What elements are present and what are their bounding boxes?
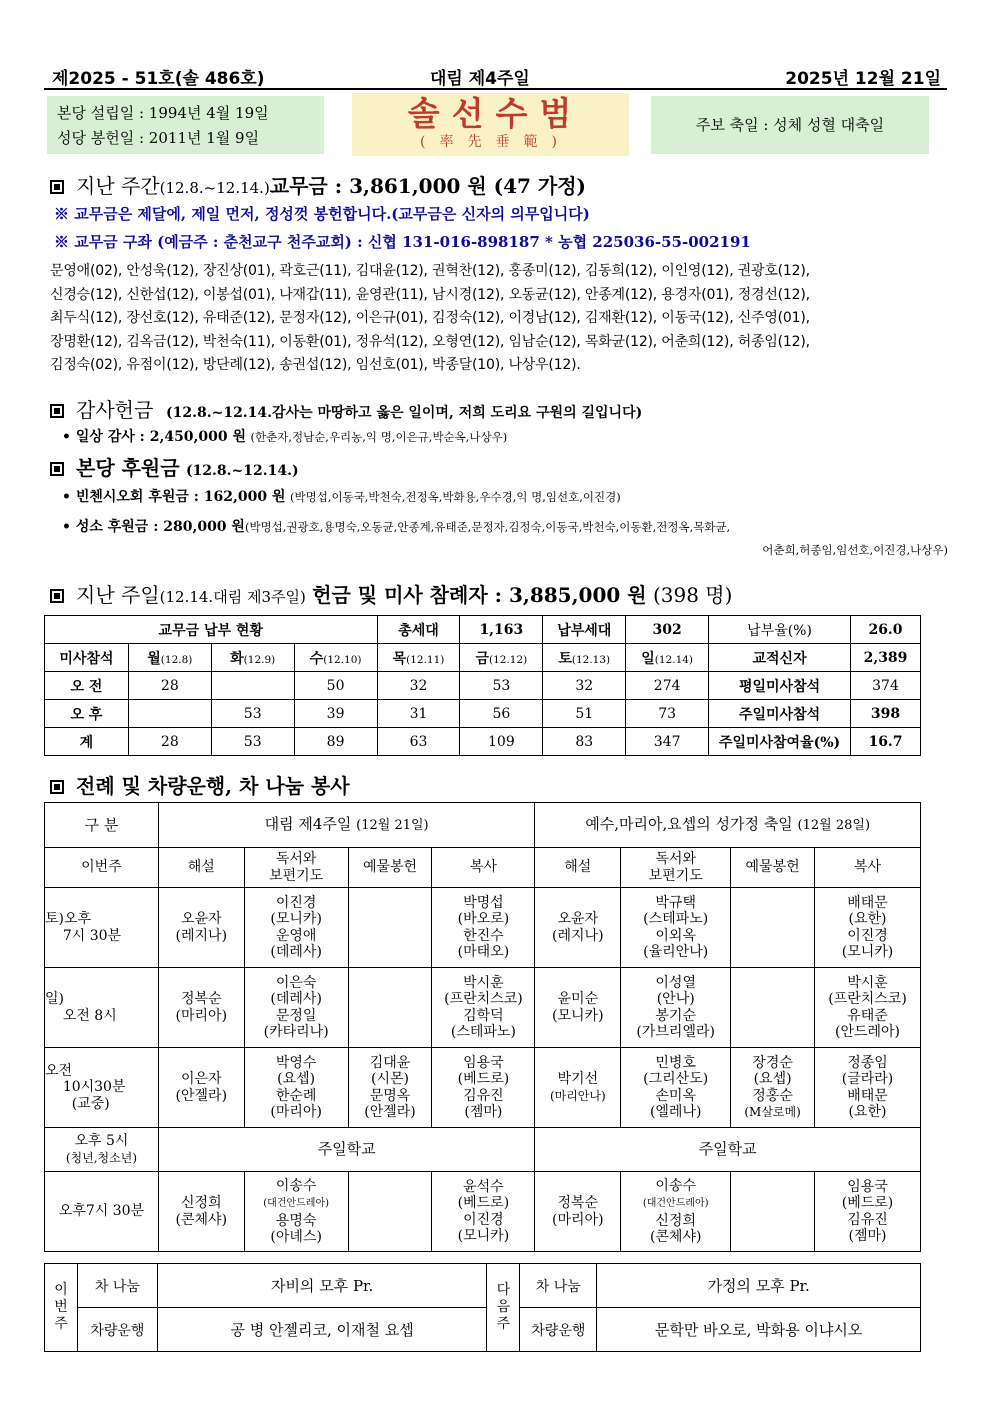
cell: 32 (377, 672, 460, 700)
row-label-am: 오 전 (45, 672, 129, 700)
weekday-mass-value: 374 (851, 672, 921, 700)
section-last-sunday-title: 지난 주일(12.14.대림 제3주일) 헌금 및 미사 참례자 : 3,885,000 원 (398 명) (50, 579, 732, 608)
header-category: 구 분 (45, 803, 159, 848)
section-offering-title: 지난 주간(12.8.~12.14.)교무금 : 3,861,000 원 (47 가정) (50, 170, 586, 199)
cell: 83 (543, 728, 626, 756)
cell: 박영수 (요셉) 한순례 (마리아) (244, 1048, 348, 1128)
cell: 39 (294, 700, 377, 728)
donor-line: 신경승(12), 신한섭(12), 이봉섭(01), 나재갑(11), 윤영관(11), 남시경(12), 오동균(12), 안종계(12), 용경자(01), 정경선(12), (50, 286, 810, 303)
offering-account: ※ 교무금 구좌 (예금주 : 춘천교구 천주교회) : 신협 131-016-898187 * 농협 225036-55-002191 (54, 233, 751, 251)
donor-line: 장명환(12), 김옥금(12), 박천숙(11), 이동환(01), 정유석(12), 오형연(12), 임남순(12), 목화균(12), 어춘희(12), 허종임(12), (50, 333, 810, 350)
cell: 배태문 (요한) 이진경 (모니카) (815, 888, 921, 968)
sunday-mass-label: 주일미사참석 (709, 700, 851, 728)
service-schedule-table (44, 802, 921, 1252)
day-header: 목(12.11) (377, 644, 460, 672)
vocation-support-item: • 성소 후원금 : 280,000 원(박명섭,권광호,용명숙,오동균,안종계,유태준,문정자,김정숙,이동국,박천숙,이동환,전정옥,목화균, (62, 519, 731, 535)
this-week-label: 이 번 주 (45, 1264, 78, 1352)
cell: 박시훈 (프란치스코) 유태준 (안드레아) (815, 968, 921, 1048)
vocation-support-item-cont: 어춘희,허종임,임선호,이진경,나상우) (762, 543, 948, 557)
square-bullet-icon (50, 180, 64, 194)
time-sun-1030: 오전 10시30분 (교중) (45, 1048, 159, 1128)
donor-line: 김정숙(02), 유점이(12), 방단례(12), 송권섭(12), 임선호(01), 박종달(10), 나상우(12). (50, 357, 581, 373)
col-server: 복사 (815, 848, 921, 888)
cell: 윤미순 (모니카) (535, 968, 621, 1048)
car-label: 차량운행 (77, 1308, 157, 1352)
tea-label: 차 나눔 (77, 1264, 157, 1308)
cell: 이송수 (대건안드레아) 용명숙 (아녜스) (244, 1172, 348, 1252)
cell: 장경순 (요셉) 정홍순 (M살로메) (731, 1048, 815, 1128)
cell: 민병호 (그리산도) 손미옥 (엘레나) (621, 1048, 731, 1128)
founding-date: 본당 설립일 : 1994년 4월 19일 (57, 104, 269, 122)
col-commentary: 해설 (158, 848, 244, 888)
cell: 50 (294, 672, 377, 700)
this-week-car: 공 병 안젤리코, 이재철 요셉 (157, 1308, 487, 1352)
next-week-tea: 가정의 모후 Pr. (597, 1264, 921, 1308)
col-offering: 예물봉헌 (348, 848, 432, 888)
attendance-row-label: 미사참석 (45, 644, 129, 672)
donor-names (50, 260, 950, 378)
next-week-label: 다 음 주 (487, 1264, 520, 1352)
cell (128, 700, 211, 728)
section-service-title: 전례 및 차량운행, 차 나눔 봉사 (50, 770, 350, 799)
this-week-tea: 자비의 모후 Pr. (157, 1264, 487, 1308)
cell: 박명섭 (바오로) 한진수 (마태오) (432, 888, 535, 968)
day-header: 토(12.13) (543, 644, 626, 672)
cell (731, 888, 815, 968)
thanks-item: • 일상 감사 : 2,450,000 원 (한춘자,정남순,우리농,익 명,이은규,박순옥,나상우) (62, 429, 508, 445)
cell (731, 1172, 815, 1252)
section-thanks-title: 감사헌금 (12.8.~12.14.감사는 마땅하고 옳은 일이며, 저희 도리요 구원의 길입니다) (50, 394, 642, 423)
tea-and-car-table (44, 1263, 921, 1352)
section-support-title: 본당 후원금 (12.8.~12.14.) (50, 452, 299, 481)
motto-box (352, 93, 629, 156)
cell: 73 (626, 700, 709, 728)
day-header: 일(12.14) (626, 644, 709, 672)
payment-rate-label: 납부율(%) (709, 616, 851, 644)
total-households-label: 총세대 (377, 616, 460, 644)
total-households-value: 1,163 (460, 616, 543, 644)
day-header: 수(12.10) (294, 644, 377, 672)
paid-households-value: 302 (626, 616, 709, 644)
header-week2: 예수,마리아,요셉의 성가정 축일 (12월 28일) (535, 803, 921, 848)
cell: 임용국 (베드로) 김유진 (젬마) (432, 1048, 535, 1128)
sunday-mass-value: 398 (851, 700, 921, 728)
cell: 53 (211, 728, 294, 756)
cell: 51 (543, 700, 626, 728)
cell: 31 (377, 700, 460, 728)
motto-title: 솔선수범 (407, 94, 584, 133)
donor-line: 문영애(02), 안성욱(12), 장진상(01), 곽호근(11), 김대윤(12), 권혁찬(12), 홍종미(12), 김동희(12), 이인영(12), 권광호(12), (50, 263, 810, 279)
sunday-school-week2: 주일학교 (535, 1128, 921, 1172)
day-header: 화(12.9) (211, 644, 294, 672)
cell (211, 672, 294, 700)
issue-number: 제2025 - 51호(솔 486호) (52, 69, 265, 89)
col-server: 복사 (432, 848, 535, 888)
paid-households-label: 납부세대 (543, 616, 626, 644)
row-label-total: 계 (45, 728, 129, 756)
col-reading: 독서와 보편기도 (244, 848, 348, 888)
dedication-date: 성당 봉헌일 : 2011년 1월 9일 (57, 129, 260, 147)
square-bullet-icon (50, 589, 64, 603)
issue-date: 2025년 12월 21일 (785, 69, 941, 89)
cell (731, 968, 815, 1048)
cell: 53 (211, 700, 294, 728)
cell (348, 1172, 432, 1252)
cell: 109 (460, 728, 543, 756)
cell: 윤석수 (베드로) 이진경 (모니카) (432, 1172, 535, 1252)
weekday-mass-label: 평일미사참석 (709, 672, 851, 700)
sunday-rate-value: 16.7 (851, 728, 921, 756)
cell: 정복순 (마리아) (158, 968, 244, 1048)
cell (348, 888, 432, 968)
cell: 정복순 (마리아) (535, 1172, 621, 1252)
col-reading: 독서와 보편기도 (621, 848, 731, 888)
registered-value: 2,389 (851, 644, 921, 672)
cell: 임용국 (베드로) 김유진 (젬마) (815, 1172, 921, 1252)
cell: 이성열 (안나) 봉기순 (가브리엘라) (621, 968, 731, 1048)
row-label-pm: 오 후 (45, 700, 129, 728)
tithe-status-label: 교무금 납부 현황 (45, 616, 378, 644)
cell (348, 968, 432, 1048)
cell: 28 (128, 672, 211, 700)
cell: 56 (460, 700, 543, 728)
col-this-week: 이번주 (45, 848, 159, 888)
patron-feast: 주보 축일 : 성체 성혈 대축일 (695, 116, 885, 134)
motto-hanja: (率先垂範) (420, 134, 571, 150)
cell: 이은숙 (데레사) 문정일 (카타리나) (244, 968, 348, 1048)
cell: 89 (294, 728, 377, 756)
cell: 63 (377, 728, 460, 756)
time-sat-pm: 토)오후 7시 30분 (45, 888, 159, 968)
cell: 28 (128, 728, 211, 756)
cell: 김대윤 (시몬) 문명옥 (안젤라) (348, 1048, 432, 1128)
car-label: 차량운행 (520, 1308, 597, 1352)
square-bullet-icon (50, 462, 64, 476)
cell: 박규택 (스테파노) 이외옥 (율리안나) (621, 888, 731, 968)
liturgical-week: 대림 제4주일 (430, 69, 530, 89)
tea-label: 차 나눔 (520, 1264, 597, 1308)
sunday-rate-label: 주일미사참여율(%) (709, 728, 851, 756)
cell: 이진경 (모니카) 운영애 (데레사) (244, 888, 348, 968)
church-info-box (47, 96, 324, 154)
cell: 오윤자 (레지나) (158, 888, 244, 968)
sunday-school-week1: 주일학교 (158, 1128, 534, 1172)
cell: 이은자 (안젤라) (158, 1048, 244, 1128)
cell: 박시훈 (프란치스코) 김학덕 (스테파노) (432, 968, 535, 1048)
cell: 박기선 (마리안나) (535, 1048, 621, 1128)
vincent-support-item: • 빈첸시오회 후원금 : 162,000 원 (박명섭,이동국,박천숙,전정옥,박화용,우수경,익 명,임선호,이진경) (62, 489, 621, 505)
payment-rate-value: 26.0 (851, 616, 921, 644)
day-header: 금(12.12) (460, 644, 543, 672)
time-sun-8am: 일) 오전 8시 (45, 968, 159, 1048)
time-sun-5pm: 오후 5시 (청년,청소년) (45, 1128, 159, 1172)
next-week-car: 문학만 바오로, 박화용 이냐시오 (597, 1308, 921, 1352)
cell: 정종임 (글라라) 배태문 (요한) (815, 1048, 921, 1128)
issue-header (44, 62, 947, 90)
donor-line: 최두식(12), 장선호(12), 유태준(12), 문정자(12), 이은규(01), 김정숙(12), 이경남(12), 김재환(12), 이동국(12), 신주영(01), (50, 310, 810, 326)
cell: 274 (626, 672, 709, 700)
patron-feast-box (651, 96, 929, 154)
cell: 이송수 (대건안드레아) 신정희 (콘체샤) (621, 1172, 731, 1252)
header-week1: 대림 제4주일 (12월 21일) (158, 803, 534, 848)
col-commentary: 해설 (535, 848, 621, 888)
col-offering: 예물봉헌 (731, 848, 815, 888)
cell: 53 (460, 672, 543, 700)
registered-label: 교적신자 (709, 644, 851, 672)
cell: 신정희 (콘체샤) (158, 1172, 244, 1252)
cell: 347 (626, 728, 709, 756)
cell: 32 (543, 672, 626, 700)
mass-attendance-table (44, 615, 921, 756)
square-bullet-icon (50, 780, 64, 794)
offering-note: ※ 교무금은 제달에, 제일 먼저, 정성껏 봉헌합니다.(교무금은 신자의 의무입니다) (54, 205, 590, 223)
cell: 오윤자 (레지나) (535, 888, 621, 968)
square-bullet-icon (50, 404, 64, 418)
time-sun-730pm: 오후7시 30분 (45, 1172, 159, 1252)
day-header: 월(12.8) (128, 644, 211, 672)
